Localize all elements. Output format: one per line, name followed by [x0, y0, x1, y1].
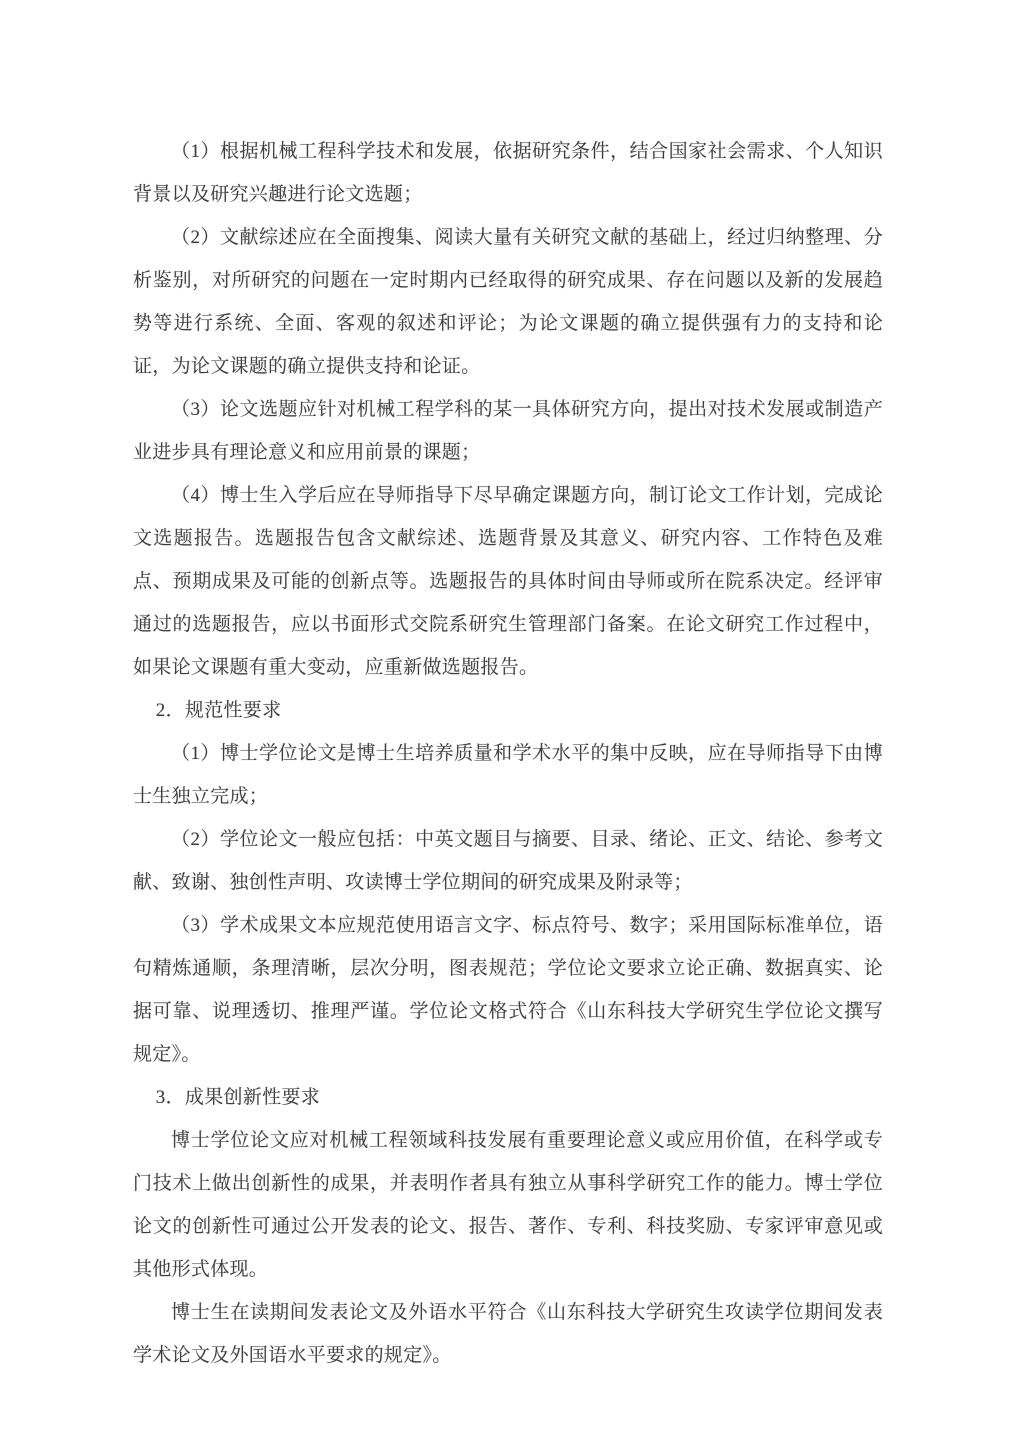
- paragraph: 博士生在读期间发表论文及外语水平符合《山东科技大学研究生攻读学位期间发表学术论文及外国语水平要求的规定》。: [133, 1302, 883, 1366]
- paragraph: 博士学位论文应对机械工程领域科技发展有重要理论意义或应用价值，在科学或专门技术上做出创新性的成果，并表明作者具有独立从事科学研究工作的能力。博士学位论文的创新性可通过公开发表的论文、报告、著作、专利、科技奖励、专家评审意见或其他形式体现。: [133, 1130, 883, 1280]
- paragraph: 2．规范性要求: [155, 700, 282, 721]
- paragraph: （1）根据机械工程科学技术和发展，依据研究条件，结合国家社会需求、个人知识背景以及研究兴趣进行论文选题；: [133, 141, 883, 205]
- paragraph: （4）博士生入学后应在导师指导下尽早确定课题方向，制订论文工作计划，完成论文选题报告。选题报告包含文献综述、选题背景及其意义、研究内容、工作特色及难点、预期成果及可能的创新点等。选题报告的具体时间由导师或所在院系决定。经评审通过的选题报告，应以书面形式交院系研究生管理部门备案。在论文研究工作过程中，如果论文课题有重大变动，应重新做选题报告。: [133, 485, 883, 678]
- paragraph: （1）博士学位论文是博士生培养质量和学术水平的集中反映，应在导师指导下由博士生独立完成；: [133, 743, 883, 807]
- paragraph: 3．成果创新性要求: [155, 1087, 320, 1108]
- paragraph: （3）学术成果文本应规范使用语言文字、标点符号、数字；采用国际标准单位，语句精炼通顺，条理清晰，层次分明，图表规范；学位论文要求立论正确、数据真实、论据可靠、说理透切、推理严谨。学位论文格式符合《山东科技大学研究生学位论文撰写规定》。: [133, 915, 883, 1065]
- paragraph: （3）论文选题应针对机械工程学科的某一具体研究方向，提出对技术发展或制造产业进步具有理论意义和应用前景的课题；: [133, 399, 883, 463]
- paragraph: （2）学位论文一般应包括：中英文题目与摘要、目录、绪论、正文、结论、参考文献、致谢、独创性声明、攻读博士学位期间的研究成果及附录等；: [133, 829, 883, 893]
- paragraph: （2）文献综述应在全面搜集、阅读大量有关研究文献的基础上，经过归纳整理、分析鉴别，对所研究的问题在一定时期内已经取得的研究成果、存在问题以及新的发展趋势等进行系统、全面、客观的叙述和评论；为论文课题的确立提供强有力的支持和论证，为论文课题的确立提供支持和论证。: [133, 227, 883, 377]
- document-body: [133, 130, 883, 1377]
